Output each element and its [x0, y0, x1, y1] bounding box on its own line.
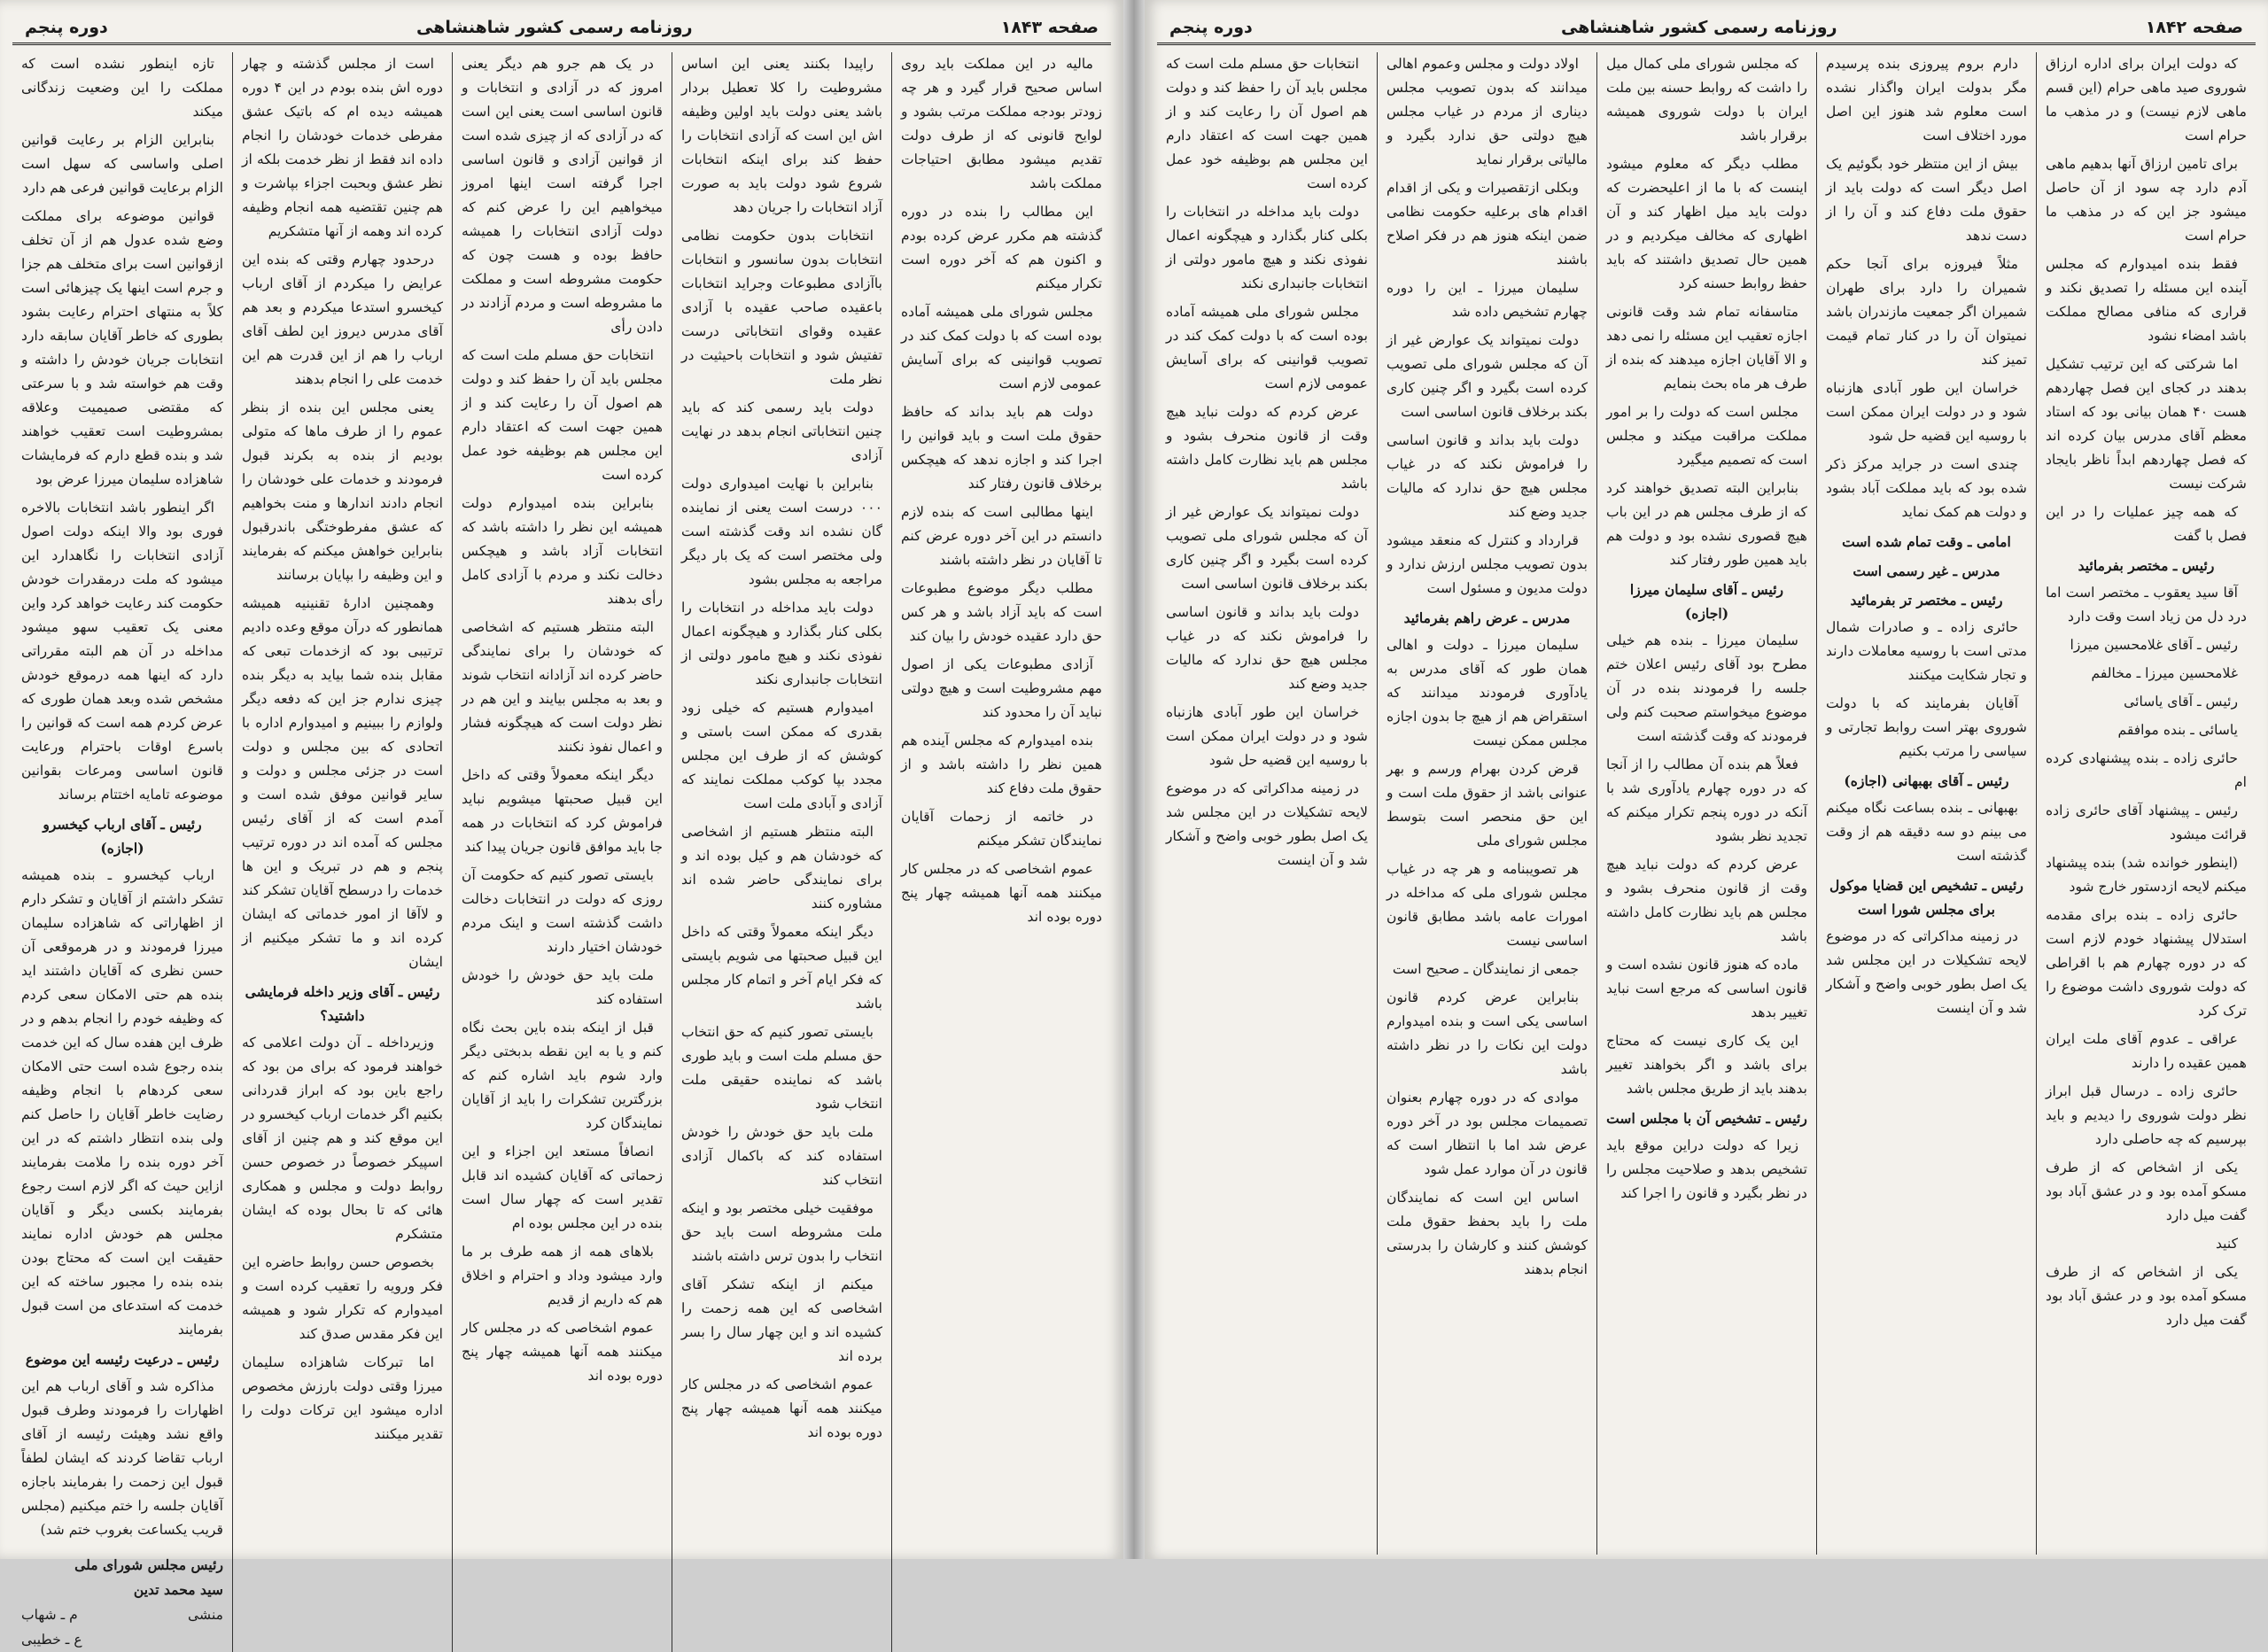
secretary-row — [21, 1602, 223, 1627]
paragraph: بایستی تصور کنیم که حکومت آن روزی که دولت در انتخابات دخالت داشت گذشته است و اینک مردم خودشان اختیار دارند — [462, 867, 663, 955]
paragraph: مجلس است که دولت را بر امور مملکت مراقبت میکند و مجلس است که تصمیم میگیرد — [1606, 404, 1807, 468]
paragraph: خراسان این طور آبادی هازنباه شود و در دولت ایران ممکن است با روسیه این قضیه حل شود — [1166, 704, 1368, 768]
signature-block — [21, 1553, 223, 1652]
secretary-name-1: م ـ شهاب — [21, 1607, 78, 1623]
paragraph: مثلاً فیروزه برای آنجا حکم شمیران را دارد برای طهران شمیران اگر جمعیت مازندران باشد نمیتوان آن را در کنار تمام قیمت تمیز کند — [1826, 256, 2027, 368]
speaker-heading: رئیس ـ تشخیص این قضایا موکول برای مجلس شورا است — [1829, 877, 2023, 918]
paragraph: البته منتظر هستیم از اشخاصی که خودشان هم و کیل بوده اند و برای نمایندگی حاضر شده اند مشاوره کنند — [681, 824, 882, 911]
paragraph: آزادی مطبوعات یکی از اصول مهم مشروطیت است و هیچ دولتی نباید آن را محدود کند — [901, 656, 1102, 720]
right-page-header — [1157, 12, 2256, 45]
left-page-columns — [12, 52, 1111, 1648]
paragraph: هر تصویبنامه و هر چه در غیاب مجلس شورای ملی که مداخله در امورات عامه باشد مطابق قانون اساسی نیست — [1386, 861, 1588, 949]
right-page — [1145, 0, 2268, 1559]
paragraph: مذاکره شد و آقای ارباب هم این اظهارات را فرمودند وطرف قبول واقع نشد وهیئت رئیسه از آقای ارباب تقاضا کردند که ایشان لطفاً قبول این زحمت را بفرمایند باجازه آقایان جلسه را ختم میکنیم (مجلس قریب یکساعت بغروب ختم شد) — [21, 1378, 223, 1538]
paragraph: ماده که هنوز قانون نشده است و قانون اساسی که مرجع است نباید تغییر بدهد — [1606, 957, 1807, 1020]
paragraph: بخصوص حسن روابط حاضره این فکر ورویه را تعقیب کرده است و امیدوارم که تکرار شود و همیشه این فکر مقدس صدق کند — [242, 1254, 443, 1342]
paragraph: بهبهانی ـ بنده بساعت نگاه میکنم می بینم دو سه دقیقه هم از وقت گذشته است — [1826, 800, 2027, 864]
right-col-3 — [1596, 52, 1816, 1555]
paragraph: جمعی از نمایندگان ـ صحیح است — [1392, 961, 1579, 977]
paragraph: سلیمان میرزا ـ این را دوره چهارم تشخیص داده شد — [1386, 280, 1588, 320]
speaker-heading: رئیس ـ درعیت رئیسه این موضوع — [25, 1351, 220, 1368]
speaker-heading: رئیس ـ آقای سلیمان میرزا (اجازه) — [1629, 581, 1784, 622]
left-page-header — [12, 12, 1111, 45]
paragraph: برای تامین ارزاق آنها بدهیم ماهی آدم دارد چه سود از آن حاصل میشود جز این که در مذهب ما حرام است — [2046, 156, 2247, 244]
paragraph: که مجلس شورای ملی کمال میل را داشت که روابط حسنه بین ملت ایران با دولت شوروی همیشه برقرار باشد — [1606, 56, 1807, 143]
paragraph: وبکلی ازتقصیرات و یکی از اقدام اقدام های برعلیه حکومت نظامی ضمن اینکه هنوز هم در فکر اصلاح باشند — [1386, 180, 1588, 268]
paragraph: راپیدا بکنند یعنی این اساس مشروطیت را کلا تعطیل بردار باشد یعنی دولت باید اولین وظیفه اش این است که آزادی انتخابات را حفظ کند برای اینکه انتخابات شروع شود دولت باید به صورت آزاد انتخابات را جریان دهد — [681, 56, 882, 215]
paragraph: انتخابات حق مسلم ملت است که مجلس باید آن را حفظ کند و دولت هم اصول آن را رعایت کند و از همین جهت است که اعتقاد دارم این مجلس هم بوظیفه خود عمل کرده است — [462, 347, 663, 483]
paragraph: ملت باید حق خودش را خودش استفاده کند — [462, 967, 663, 1007]
paragraph: دولت باید بداند و قانون اساسی را فراموش نکند که در غیاب مجلس هیچ حق ندارد که مالیات جدید وضع کند — [1166, 604, 1368, 692]
left-col-2 — [672, 52, 891, 1652]
paragraph: مجلس شورای ملی همیشه آماده بوده است که با دولت کمک کند در تصویب قوانینی که برای آسایش عمومی لازم است — [1166, 304, 1368, 392]
paragraph: یکی از اشخاص که از طرف مسکو آمده بود و در عشق آباد بود گفت میل دارد — [2046, 1264, 2247, 1328]
paragraph: مطلب دیگر موضوع مطبوعات است که باید آزاد باشد و هر کس حق دارد عقیده خودش را بیان کند — [901, 580, 1102, 644]
page-gutter — [1123, 0, 1145, 1559]
paragraph: کنید — [2215, 1236, 2238, 1252]
speaker-heading: رئیس ـ مختصر بفرمائید — [2078, 557, 2215, 574]
paragraph: عرض کردم که دولت نباید هیچ وقت از قانون منحرف بشود و مجلس هم باید نظارت کامل داشته باشد — [1166, 404, 1368, 492]
paragraph: انصافاً مستعد این اجزاء و این زحماتی که آقایان کشیده اند قابل تقدیر است که چهار سال است بنده در این مجلس بوده ام — [462, 1144, 663, 1231]
paragraph: حائری زاده ـ و صادرات شمال مدتی است با روسیه معاملات دارند و تجار شکایت میکنند — [1826, 619, 2027, 683]
paragraph: البته منتظر هستیم که اشخاصی که خودشان را برای نمایندگی حاضر کرده اند آزادانه انتخاب شوند و بعد به مجلس بیایند و این هم در نظر دولت است که هیچگونه فشار و اعمال نفوذ نکنند — [462, 619, 663, 755]
paragraph: رئیس ـ آقای یاسائی — [2124, 694, 2238, 710]
paragraph: قبل از اینکه بنده باین بحث نگاه کنم و یا به این نقطه بدبختی دیگر وارد شوم باید اشاره کنم که بزرگترین تشکرات را باید از آقایان نمایندگان کرد — [462, 1020, 663, 1131]
paragraph: حائری زاده ـ درسال قبل ابراز نظر دولت شوروی را دیدیم و باید بپرسیم که چه حاصلی دارد — [2046, 1083, 2247, 1147]
paragraph: عرض کردم که دولت نباید هیچ وقت از قانون منحرف بشود و مجلس هم باید نظارت کامل داشته باشد — [1606, 857, 1807, 944]
paragraph: اینها مطالبی است که بنده لازم دانستم در این آخر دوره عرض کنم تا آقایان در نظر داشته باشند — [901, 504, 1102, 568]
paragraph: دولت باید رسمی کند که باید چنین انتخاباتی انجام بدهد در نهایت آزادی — [681, 399, 882, 463]
paragraph: در یک هم جرو هم دیگر یعنی امروز که در آزادی و انتخابات و قانون اساسی است یعنی این است که در آزادی که از چیزی شده است از قوانین آزادی و قانون اساسی اجرا گرفته است اینها امروز میخواهیم این را عرض کنم که دولت آزادی انتخابات را همیشه حافظ بوده و هست چون که حکومت مشروطه است و مملکت ما مشروطه است و مردم آزادند در دادن رأی — [462, 56, 663, 335]
paragraph: رئیس ـ پیشنهاد آقای حائری زاده قرائت میشود — [2046, 803, 2247, 842]
paragraph: قرارداد و کنترل که منعقد میشود بدون تصویب مجلس ارزش ندارد و دولت مدیون و مسئول است — [1386, 532, 1588, 596]
paragraph: فعلاً هم بنده آن مطالب را از آنجا که در دوره چهارم یادآوری شد با آنکه در دوره پنجم تکرار میکنم که تجدید نظر بشود — [1606, 756, 1807, 844]
secretary-name-2: ع ـ خطیبی — [21, 1632, 82, 1648]
paragraph: عموم اشخاصی که در مجلس کار میکنند همه آنها همیشه چهار پنج دوره بوده اند — [901, 861, 1102, 925]
paragraph: ملت باید حق خودش را خودش استفاده کند که باکمال آزادی انتخاب کند — [681, 1124, 882, 1188]
paragraph: دیگر اینکه معمولاً وقتی که داخل این قبیل صحبتها میشویم نباید فراموش کرد که انتخابات در همه جا باید موافق قانون جریان پیدا کند — [462, 767, 663, 855]
paragraph: قرض کردن بهرام ورسم و بهر عنوانی باشد از حقوق ملت است و این حق منحصر است بتوسط مجلس شورای ملی — [1386, 761, 1588, 849]
speaker-heading: رئیس ـ آقای وزیر داخله فرمایشی داشتید؟ — [245, 983, 440, 1024]
paragraph: در خاتمه از زحمات آقایان نمایندگان تشکر میکنم — [901, 809, 1102, 849]
paragraph: آقایان بفرمایند که با دولت شوروی بهتر است روابط تجارتی و سیاسی را مرتب بکنیم — [1826, 695, 2027, 759]
paragraph: درحدود چهارم وقتی که بنده این عرایض را میکردم از آقای ارباب کیخسرو استدعا میکردم و بعد هم آقای مدرس دیروز این لطف آقای ارباب را هم از این قدرت هم این خدمت علی را انجام بدهند — [242, 252, 443, 387]
paragraph: امیدوارم هستیم که خیلی زود بقدری که ممکن است باستی و کوشش که از طرف این مجلس مجدد بپا کوکب مملکت نمایند که آزادی و آبادی ملت است — [681, 700, 882, 811]
paragraph: متاسفانه تمام شد وقت قانونی اجازه تعقیب این مسئله را نمی دهد و الا آقایان اجازه میدهند که بنده از طرف هر ماه بحث بنمایم — [1606, 304, 1807, 392]
paragraph: اگر اینطور باشد انتخابات بالاخره فوری بود والا اینکه دولت اصول آزادی انتخابات را نگاهدارد این میشود که ملت درمقدرات خودش حکومت کند رعایت خواهد کرد واین معنی یک تعقیب سهو میشود مداخله در آن هم البته مقرراتی دارد که اینها همه درموقع خودش مشخص شده وبعد همان طوری که عرض کردم همه است که قوانین را باسرع اوقات باحترام ورعایت قانون اساسی ومرعات بقوانین موضوعه تامایه اختتام برساند — [21, 500, 223, 803]
left-page — [0, 0, 1123, 1648]
paragraph: دولت نمیتواند یک عوارض غیر از آن که مجلس شورای ملی تصویب کرده است بگیرد و اگر چنین کاری بکند برخلاف قانون اساسی است — [1386, 332, 1588, 420]
left-issue-label: دوره پنجم — [25, 18, 108, 37]
paragraph: بنابراین عرض کردم قانون اساسی یکی است و بنده امیدوارم دولت این نکات را در نظر داشته باشد — [1386, 989, 1588, 1077]
left-col-1 — [891, 52, 1111, 1652]
paragraph: انتخابات حق مسلم ملت است که مجلس باید آن را حفظ کند و دولت هم اصول آن را رعایت کند و از همین جهت است که اعتقاد دارم این مجلس هم بوظیفه خود عمل کرده است — [1166, 56, 1368, 191]
paragraph: بایستی تصور کنیم که حق انتخاب حق مسلم ملت است و باید طوری باشد که نماینده حقیقی ملت انتخاب شود — [681, 1024, 882, 1112]
left-col-4 — [232, 52, 452, 1652]
paragraph: وهمچنین ادارۀ تقنینیه همیشه همانطور که درآن موقع وعده دادیم ترتیبی بود که ازخدمات تبعی که مقابل بنده شما بیاید به دیگر بنده چیزی ندارم جز این که دفعه دیگر ولوازم را ببینیم و امیدوارم اداره با اتحادی که بین مجلس و دولت است در جزئی مجلس و دولت و سایر قوانین موفق شده است و آمدم است که از آقای رئیس مجلس که آمده اند در دوره ترتیب پنجم و هم در تبریک و این ها خدمات را درسطح آقایان تشکر کند و لاآقا از امور خدماتی که ایشان کرده اند و ما تشکر میکنیم از ایشان — [242, 595, 443, 970]
paragraph: در زمینه مداکراتی که در موضوع لایحه تشکیلات در این مجلس شد یک اصل بطور خوبی واضح و آشکار شد و آن اینست — [1166, 780, 1368, 868]
paragraph: بنابراین بنده امیدوارم دولت همیشه این نظر را داشته باشد که انتخابات آزاد باشد و هیچکس دخالت نکند و مردم با آزادی کامل رأی بدهند — [462, 495, 663, 607]
left-col-3 — [452, 52, 672, 1652]
paragraph: زیرا که دولت دراین موقع باید تشخیص بدهد و صلاحیت مجلس را در نظر بگیرد و قانون را اجرا کند — [1606, 1137, 1807, 1201]
signature-name: سید محمد تدین — [133, 1581, 223, 1598]
right-page-columns — [1157, 52, 2256, 1555]
paragraph: که همه چیز عملیات را در این فصل با گفت — [2046, 504, 2247, 544]
paragraph: قوانین موضوعه برای مملکت وضع شده عدول هم از آن تخلف ازقوانین است برای متخلف هم جزا و جرم است اینها یک چیزهائی است کلاً به منتهای احترام رعایت بشود بطوری که خاطر آقایان سابقه دارد انتخابات جریان خودش را داشته و وقت هم خواسته شد و با سرعتی که مقتضی صمیمیت وعلاقه بمشروطیت است تعقیب خواهند شد و بنده قطع دارم که فرمایشات شاهزاده سلیمان میرزا عرض بود — [21, 208, 223, 487]
paragraph: اولاد دولت و مجلس وعموم اهالی میدانند که بدون تصویب مجلس دیناری از مردم در غیاب مجلس هیچ دولتی حق ندارد بگیرد و مالیاتی برقرار نماید — [1386, 56, 1588, 167]
paragraph: دولت باید مداخله در انتخابات را بکلی کنار بگذارد و هیچگونه اعمال نفوذی نکند و هیچ مامور دولتی از انتخابات جانبداری نکند — [1166, 204, 1368, 291]
paragraph: بیش از این منتظر خود بگوئیم یک اصل دیگر است که دولت باید از حقوق ملت دفاع کند و آن را از دست ندهد — [1826, 156, 2027, 244]
right-page-number: صفحه ۱۸۴۲ — [2145, 18, 2243, 37]
left-newspaper-title: روزنامه رسمی کشور شاهنشاهی — [416, 18, 693, 37]
paragraph: تازه اینطور نشده است که مملکت را این وضعیت زندگانی میکند — [21, 56, 223, 120]
right-col-5 — [1157, 52, 1377, 1555]
left-col-5 — [12, 52, 232, 1652]
speaker-heading: رئیس ـ آقای ارباب کیخسرو (اجازه) — [43, 816, 202, 857]
paragraph: بلاهای همه از همه طرف بر ما وارد میشود وداد و احترام و اخلاق هم که داریم از قدیم — [462, 1244, 663, 1307]
paragraph: عموم اشخاصی که در مجلس کار میکنند همه آنها همیشه چهار پنج دوره بوده اند — [462, 1320, 663, 1384]
speaker-heading: مدرس ـ غیر رسمی است — [1852, 562, 2000, 579]
speaker-heading: امامی ـ وقت تمام شده است — [1842, 533, 2011, 550]
right-col-1 — [2036, 52, 2256, 1555]
paragraph: است از مجلس گذشته و چهار دوره اش بنده بودم در این ۴ دوره همیشه دیده ام که باتیک عشق مفرطی خدمات خودشان را انجام داده اند فقط از نظر خدمت بلکه از نظر عشق وبحبت اجزاء بپاشرت و هم چنین تقتضیه همه انجام وظیفه کرده اند وهمه از آنها متشکریم — [242, 56, 443, 239]
paragraph: اما شرکتی که این ترتیب تشکیل بدهند در کجای این فصل چهاردهم هست ۴۰ همان بیانی بود که استاد معظم آقای مدرس بیان کرده اند که فصل چهاردهم ابداً ناظر بایجاد شرکت نیست — [2046, 356, 2247, 492]
paragraph: بنده امیدوارم که مجلس آینده هم همین نظر را داشته باشد و از حقوق ملت دفاع کند — [901, 733, 1102, 796]
paragraph: غلامحسین میرزا ـ مخالفم — [2091, 665, 2238, 681]
paragraph: موادی که در دوره چهارم بعنوان تصمیمات مجلس بود در آخر دوره عرض شد اما با انتظار است که قانون در آن موارد عمل شود — [1386, 1090, 1588, 1177]
right-issue-label: دوره پنجم — [1169, 18, 1253, 37]
paragraph: چندی است در جراید مرکز ذکر شده بود که باید مملکت آباد بشود و دولت هم کمک نماید — [1826, 456, 2027, 520]
paragraph: بنابراین البته تصدیق خواهند کرد که از طرف مجلس هم در این باب هیچ قصوری نشده بود و دولت هم باید همین طور رفتار کند — [1606, 480, 1807, 568]
paragraph: میکنم از اینکه تشکر آقای اشخاصی که این همه زحمت را کشیده اند و این چهار سال را بسر برده اند — [681, 1276, 882, 1364]
paragraph: دارم بروم پیروزی بنده پرسیدم مگر بدولت ایران واگذار نشده است معلوم شد هنوز این اصل مورد اختلاف است — [1826, 56, 2027, 143]
secretary-row — [21, 1627, 223, 1652]
paragraph: سلیمان میرزا ـ دولت و اهالی همان طور که آقای مدرس به یادآوری فرمودند میدانند که استقراض هم از هیچ جا بدون اجازه مجلس ممکن نیست — [1386, 637, 1588, 748]
speaker-heading: رئیس ـ آقای بهبهانی (اجازه) — [1844, 772, 2009, 789]
paragraph: این یک کاری نیست که محتاج برای باشد و اگر بخواهند تغییر بدهند باید از طریق مجلس باشد — [1606, 1033, 1807, 1097]
paragraph: دولت هم باید بداند که حافظ حقوق ملت است و باید قوانین را اجرا کند و اجازه ندهد که هیچکس برخلاف قانون رفتار کند — [901, 404, 1102, 492]
paragraph: رئیس ـ آقای غلامحسین میرزا — [2070, 637, 2238, 653]
paragraph: اساس این است که نمایندگان ملت را باید بحفظ حقوق ملت کوشش کنند و کارشان را بدرستی انجام بدهند — [1386, 1190, 1588, 1277]
paragraph: فقط بنده امیدوارم که مجلس آینده این مسئله را تصدیق نکند و قراری که منافی مصالح مملکت باشد امضاء نشود — [2046, 256, 2247, 344]
paragraph: حائری زاده ـ بنده پیشنهادی کرده ام — [2046, 750, 2247, 790]
paragraph: اما تبرکات شاهزاده سلیمان میرزا وقتی دولت بارزش مخصوص اداره میشود این ترکات دولت را تقدیر میکنند — [242, 1354, 443, 1442]
paragraph: عموم اشخاصی که در مجلس کار میکنند همه آنها همیشه چهار پنج دوره بوده اند — [681, 1377, 882, 1440]
paragraph: موفقیت خیلی مختصر بود و اینکه ملت مشروطه است باید حق انتخاب را بدون ترس داشته باشند — [681, 1200, 882, 1264]
paragraph: وزیرداخله ـ آن دولت اعلامی که خواهند فرمود که برای من بود که راجع باین بود که ابراز قدردانی بکنیم اگر خدمات ارباب کیخسرو در این موقع کند و هم چنین از آقای اسپیکر خصوصاً در خصوص حسن روابط دولت و مجلس و همکاری هائی که تا بحال بوده که ایشان متشکرم — [242, 1035, 443, 1242]
paragraph: دیگر اینکه معمولاً وقتی که داخل این قبیل صحبتها می شویم بایستی که فکر ایام آخر و اتمام کار مجلس باشد — [681, 924, 882, 1012]
right-newspaper-title: روزنامه رسمی کشور شاهنشاهی — [1561, 18, 1837, 37]
right-col-4 — [1377, 52, 1596, 1555]
paragraph: بنابراین الزام بر رعایت قوانین اصلی واساسی که سهل است الزام برعایت قوانین فرعی هم دارد — [21, 132, 223, 196]
paragraph: انتخابات بدون حکومت نظامی انتخابات بدون سانسور و انتخابات باآزادی مطبوعات وجراید انتخابات باعقیده صاحب عقیده با آزادی عقیده وقوای انتخاباتی درست تفتیش شود و انتخابات باحیثیت در نظر ملت — [681, 228, 882, 387]
paragraph: یکی از اشخاص که از طرف مسکو آمده بود و در عشق آباد بود گفت میل دارد — [2046, 1160, 2247, 1223]
paragraph: حائری زاده ـ بنده برای مقدمه استدلال پیشنهاد خودم لازم است که در دوره چهارم هم با اقراطی که دولت شوروی داشت موضوع را ترک کرد — [2046, 907, 2247, 1019]
paragraph: دولت باید بداند و قانون اساسی را فراموش نکند که در غیاب مجلس هیچ حق ندارد که مالیات جدید وضع کند — [1386, 432, 1588, 520]
paragraph: مجلس شورای ملی همیشه آماده بوده است که با دولت کمک کند در تصویب قوانینی که برای آسایش عمومی لازم است — [901, 304, 1102, 392]
secretary-label: منشی — [188, 1607, 223, 1623]
paragraph: یعنی مجلس این بنده از بنظر عموم را از طرف ماها که متولی بودیم از بنده به بکرند قبول فرمودند و خدمات علی خودشان را انجام دادند اندارها و منت بخواهیم که عشق مفرطوختگی باندرقبول بنابراین خواهش میکنم که بفرمایند و این وظیفه را بپایان برسانند — [242, 399, 443, 583]
paragraph: این مطالب را بنده در دوره گذشته هم مکرر عرض کرده بودم و اکنون هم که آخر دوره است تکرار میکنم — [901, 204, 1102, 291]
paragraph: بنابراین با نهایت امیدواری دولت ۰۰۰ درست است یعنی از نماینده گان نشده اند وقت گذشته است ولی مختصر است که یک بار دیگر مراجعه به مجلس بشود — [681, 476, 882, 587]
paragraph: خراسان این طور آبادی هازنباه شود و در دولت ایران ممکن است با روسیه این قضیه حل شود — [1826, 380, 2027, 444]
paragraph: دولت باید مداخله در انتخابات را بکلی کنار بگذارد و هیچگونه اعمال نفوذی نکند و هیچ مامور دولتی از انتخابات جانبداری نکند — [681, 600, 882, 687]
paragraph: که دولت ایران برای اداره ارزاق شوروی صید ماهی حرام (این قسم ماهی لازم نیست) و در مذهب ما حرام است — [2046, 56, 2247, 143]
paragraph: سلیمان میرزا ـ بنده هم خیلی مطرح بود آقای رئیس اعلان ختم جلسه را فرمودند بنده در آن موضوع میخواستم صحبت کنم ولی فرمودند که وقت گذشته است — [1606, 632, 1807, 744]
paragraph: مطلب دیگر که معلوم میشود اینست که با ما از اعلیحضرت که دولت باید میل اظهار کند و آن اظهاری که مخالف میکردیم و در همین حال تصدیق داشتند که باید حفظ روابط حسنه کرد — [1606, 156, 1807, 291]
paragraph: آقا سید یعقوب ـ مختصر است اما درد دل من زیاد است وقت دارد — [2046, 585, 2247, 624]
signature-title: رئیس مجلس شورای ملی — [74, 1556, 223, 1573]
right-col-2 — [1816, 52, 2036, 1555]
paragraph: یاسائی ـ بنده موافقم — [2117, 722, 2238, 738]
left-page-number: صفحه ۱۸۴۳ — [1000, 18, 1099, 37]
paragraph: ارباب کیخسرو ـ بنده همیشه تشکر داشتم از آقایان و تشکر دارم از اظهاراتی که شاهزاده سلیمان میرزا فرمودند و در هرموقعی آن حسن نظری که آقایان داشتند اید بنده هم حتی الامکان سعی کردم که وظیفه خودم را انجام بدهم و در ظرف این هفده سال که این خدمت بنده رجوع شده است حتی الامکان سعی کردهام با انجام وظیفه رضایت خاطر آقایان را حاصل کنم ولی بنده انتظار داشتم که در این آخر دوره بنده را ملامت بفرمایند ازاین حیث که اگر لازم است رجوع بفرمایند بکسی دیگر و آقایان مجلس هم خودش اداره نمایند حقیقت این است که محتاج بودن بنده بنده را مجبور ساخته که این خدمت که استدعای من است قبول بفرمایند — [21, 867, 223, 1338]
speaker-heading: مدرس ـ عرض راهم بفرمائید — [1403, 609, 1571, 626]
paragraph: عراقی ـ عدوم آقای ملت ایران همین عقیده را دارند — [2046, 1031, 2247, 1071]
paragraph: مالیه در این مملکت باید روی اساس صحیح قرار گیرد و هر چه زودتر بودجه مملکت مرتب بشود و لوایح قانونی که از طرف دولت تقدیم میشود مطابق احتیاجات مملکت باشد — [901, 56, 1102, 191]
paragraph: دولت نمیتواند یک عوارض غیر از آن که مجلس شورای ملی تصویب کرده است بگیرد و اگر چنین کاری بکند برخلاف قانون اساسی است — [1166, 504, 1368, 592]
paragraph: (اینطور خوانده شد) بنده پیشنهاد میکنم لایحه ازدستور خارج شود — [2046, 855, 2247, 895]
paragraph: در زمینه مداکراتی که در موضوع لایحه تشکیلات در این مجلس شد یک اصل بطور خوبی واضح و آشکار شد و آن اینست — [1826, 928, 2027, 1016]
speaker-heading: رئیس ـ مختصر تر بفرمائید — [1850, 592, 2003, 609]
speaker-heading: رئیس ـ تشخیص آن با مجلس است — [1606, 1110, 1807, 1127]
